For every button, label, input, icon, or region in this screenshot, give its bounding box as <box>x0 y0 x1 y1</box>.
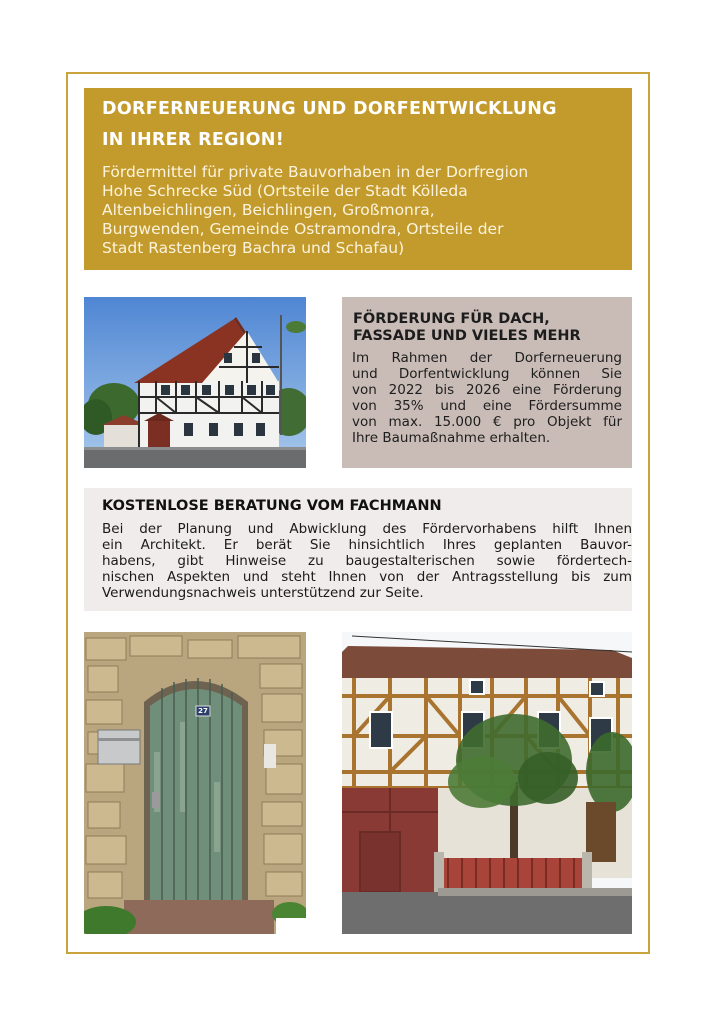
funding-text-line: und Dorfentwicklung können Sie <box>352 366 622 382</box>
house-photo <box>84 297 306 468</box>
header-description <box>102 163 618 258</box>
header-title-line-2: IN IHRER REGION! <box>102 130 285 150</box>
door-photo <box>84 632 306 934</box>
door-number-plate: 27 <box>198 707 208 715</box>
farmhouse-photo <box>342 632 632 934</box>
consultation-text-line: Bei der Planung und Abwicklung des Fördervorhabens hilft Ihnen <box>102 521 632 537</box>
header-description-line: Burgwenden, Gemeinde Ostramondra, Ortsteile der <box>102 220 504 238</box>
consultation-info-box <box>84 488 632 611</box>
funding-text <box>352 350 622 446</box>
consultation-title: KOSTENLOSE BERATUNG VOM FACHMANN <box>102 498 442 514</box>
funding-text-line: Ihre Baumaßnahme erhalten. <box>352 430 551 446</box>
funding-title <box>353 311 622 345</box>
funding-text-line: von 2022 bis 2026 eine Förderung <box>352 382 622 398</box>
header-banner <box>84 88 632 270</box>
consultation-text-line: ein Architekt. Er berät Sie hinsichtlich Ihres geplanten Bauvor- <box>102 537 632 553</box>
funding-info-box <box>342 297 632 468</box>
funding-text-line: von max. 15.000 € pro Objekt für <box>352 414 622 430</box>
header-description-line: Altenbeichlingen, Beichlingen, Großmonra, <box>102 201 435 219</box>
header-title-line-1: DORFERNEUERUNG UND DORFENTWICKLUNG <box>102 99 557 119</box>
funding-title-line-1: FÖRDERUNG FÜR DACH, <box>353 311 550 327</box>
header-description-line: Fördermittel für private Bauvorhaben in der Dorfregion <box>102 163 529 181</box>
consultation-text <box>102 521 632 601</box>
consultation-text-line: Verwendungsnachweis unterstützend zur Seite. <box>102 585 424 601</box>
header-title <box>102 94 618 156</box>
consultation-text-line: nischen Aspekten und steht Ihnen von der Antragsstellung bis zum <box>102 569 632 585</box>
header-description-line: Hohe Schrecke Süd (Ortsteile der Stadt Kölleda <box>102 182 468 200</box>
funding-title-line-2: FASSADE UND VIELES MEHR <box>353 328 581 344</box>
consultation-text-line: habens, gibt Hinweise zu baugestalterischen sowie fördertech- <box>102 553 632 569</box>
funding-text-line: von 35% und eine Fördersumme <box>352 398 622 414</box>
header-description-line: Stadt Rastenberg Bachra und Schafau) <box>102 239 405 257</box>
funding-text-line: Im Rahmen der Dorferneuerung <box>352 350 622 366</box>
